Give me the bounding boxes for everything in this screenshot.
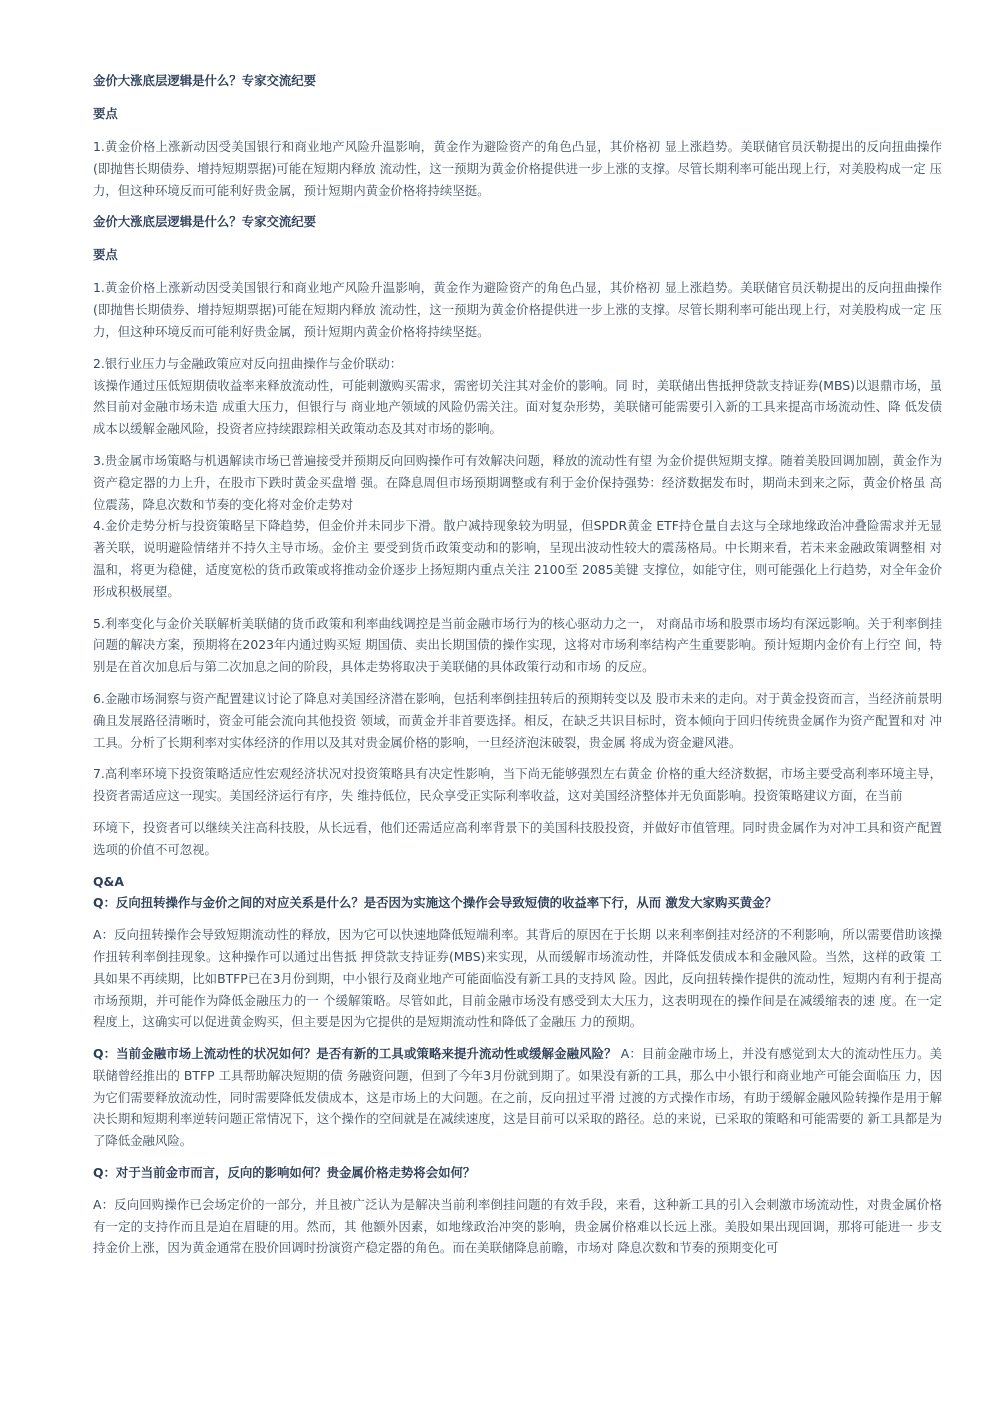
answer-1: A：反向扭转操作会导致短期流动性的释放，因为它可以快速地降低短端利率。其背后的原因在于长期 以来利率倒挂对经济的不利影响，所以需要借助该操作扭转利率倒挂现象。这种操作可以通过出售抵 押贷款支持证券(MBS)来实现，从而缓解市场流动性，并降低发债成本和金融风险。当然，这样的政策 工具如果不再续期，比如BTFP已在3月份到期，中小银行及商业地产可能面临没有新工具的支持风 险。因此，反向扭转操作提供的流动性，短期内有利于提高市场预期，并可能作为降低金融压力的一 个缓解策略。尽管如此，目前金融市场没有感受到太大压力，这表明现在的操作间是在减缓缩表的速 度。在一定程度上，这确实可以促进黄金购买，但主要是因为它提供的是短期流动性和降低了金融压 力的预期。 xyxy=(93,927,942,1030)
point-7-continuation: 环境下，投资者可以继续关注高科技股，从长远看，他们还需适应高利率背景下的美国科技股投资，并做好市值管理。同时贵金属作为对冲工具和资产配置选项的价值不可忽视。 xyxy=(93,819,942,857)
question-2: Q：当前金融市场上流动性的状况如何？是否有新的工具或策略来提升流动性或缓解金融风险？ xyxy=(93,1046,617,1062)
intro-paragraph: 1.黄金价格上涨新动因受美国银行和商业地产风险升温影响，黄金作为避险资产的角色凸显，其价格初 显上涨趋势。美联储官员沃勒提出的反向扭曲操作(即抛售长期债券、增持短期票据)可能在短期内释放 流动性，这一预期为黄金价格提供进一步上涨的支撑。尽管长期利率可能出现上行，对美股构成一定 压力，但这种环境反而可能利好贵金属，预计短期内黄金价格将持续坚挺。 xyxy=(93,139,942,198)
point-2-body: 该操作通过压低短期债收益率来释放流动性，可能刺激购买需求，需密切关注其对金价的影响。同 时，美联储出售抵押贷款支持证券(MBS)以退鼎市场，虽然目前对金融市场未造 成重大压力，但银行与 商业地产领域的风险仍需关注。面对复杂形势，美联储可能需要引入新的工具来提高市场流动性、降 低发债成本以缓解金融风险，投资者应持续跟踪相关政策动态及其对市场的影响。 xyxy=(93,377,942,437)
point-7-paragraph: 7.高利率环境下投资策略适应性宏观经济状况对投资策略具有决定性影响，当下尚无能够强烈左右黄金 价格的重大经济数据，市场主要受高利率环境主导，投资者需适应这一现实。美国经济运行有序，失 维持低位，民众享受正实际利率收益，这对美国经济整体并无负面影响。投资策略建议方面，在当前 xyxy=(93,766,942,804)
keypoints-heading: 要点 xyxy=(93,106,118,121)
answer-2: A：目前金融市场上，并没有感觉到太大的流动性压力。美联储曾经推出的 BTFP 工具帮助解决短期的债 务融资问题，但到了今年3月份就到期了。如果没有新的工具，那么中小银行和商业地产可能会面临压 力，因为它们需要释放流动性，同时需要降低发债成本，这是市场上的大问题。在之前，反向扭过平滑 过渡的方式操作市场，有助于缓解金融风险转操作是用于解决长期和短期利率逆转问题正常情况下，这个操作的空间就是在减续速度，这是目前可以采取的路径。总的来说，已采取的策略和可能需要的 新工具都是为了降低金融风险。 xyxy=(93,1046,943,1149)
point-6-paragraph: 6.金融市场洞察与资产配置建议讨论了降息对美国经济潜在影响，包括利率倒挂扭转后的预期转变以及 股市未来的走向。对于黄金投资而言，当经济前景明确且发展路径清晰时，资金可能会流向其他投资 领域，而黄金并非首要选择。相反，在缺乏共识目标时，资本倾向于回归传统贵金属作为资产配置和对 冲工具。分析了长期利率对实体经济的作用以及其对贵金属价格的影响，一旦经济泡沫破裂，贵金属 将成为资金避风港。 xyxy=(93,690,942,750)
point-3-paragraph: 3.贵金属市场策略与机遇解读市场已普遍接受并预期反向回购操作可有效解决问题，释放的流动性有望 为金价提供短期支撑。随着美股回调加剧，黄金作为资产稳定器的力上升，在股市下跌时黄金买盘增 强。在降息周但市场预期调整或有利于金价保持强势：经济数据发布时，期尚未到来之际，黄金价格虽 高位震荡，降息次数和节奏的变化将对金价走势对 xyxy=(93,452,942,512)
point-1-paragraph: 1.黄金价格上涨新动因受美国银行和商业地产风险升温影响，黄金作为避险资产的角色凸显，其价格初 显上涨趋势。美联储官员沃勒提出的反向扭曲操作(即抛售长期债券、增持短期票据)可能在短期内释放 流动性，这一预期为黄金价格提供进一步上涨的支撑。尽管长期利率可能出现上行，对美股构成一定 压力，但这种环境反而可能利好贵金属，预计短期内黄金价格将持续坚挺。 xyxy=(93,280,942,339)
question-1: Q：反向扭转操作与金价之间的对应关系是什么？是否因为实施这个操作会导致短债的收益率下行，从而 激发大家购买黄金？ xyxy=(93,895,777,911)
point-5-paragraph: 5.利率变化与金价关联解析美联储的货币政策和利率曲线调控是当前金融市场行为的核心驱动力之一， 对商品市场和股票市场均有深远影响。关于利率倒挂问题的解决方案，预期将在2023年内通过购买短 期国债、卖出长期国债的操作实现，这将对市场利率结构产生重要影响。预计短期内金价有上行空 间，特别是在首次加息后与第二次加息之间的阶段，具体走势将取决于美联储的具体政策行动和市场 的反应。 xyxy=(93,615,942,675)
answer-3: A：反向回购操作已会场定价的一部分，并且被广泛认为是解决当前利率倒挂问题的有效手段，来看，这种新工具的引入会刺激市场流动性，对贵金属价格有一定的支持作而且是迫在眉睫的用。然而，其 他额外因素，如地缘政治冲突的影响，贵金属价格难以长远上涨。美股如果出现回调，那将可能进一 步支持金价上涨，因为黄金通常在股价回调时扮演资产稳定器的角色。而在美联储降息前瞻，市场对 降息次数和节奏的预期变化可 xyxy=(93,1196,942,1256)
point-2-title: 2.银行业压力与金融政策应对反向扭曲操作与金价联动： xyxy=(93,355,403,371)
repeat-title: 金价大涨底层逻辑是什么？专家交流纪要 xyxy=(93,214,317,230)
document-title: 金价大涨底层逻辑是什么？专家交流纪要 xyxy=(93,73,317,88)
point-4-paragraph: 4.金价走势分析与投资策略呈下降趋势，但金价并未同步下滑。散户减持现象较为明显，但SPDR黄金 ETF持仓量自去这与全球地缘政治冲叠险需求并无显著关联，说明避险情绪并不持久主导市场。金价主 要受到货币政策变动和的影响，呈现出波动性较大的震荡格局。中长期来看，若未来金融政策调整相 对温和，将更为稳健，适度宽松的货币政策或将推动金价逐步上扬短期内重点关注 2100至 2085美键 支撑位，如能守住，则可能强化上行趋势，对全年金价形成积极展望。 xyxy=(93,518,942,599)
qa-heading: Q&A xyxy=(93,873,124,889)
question-3: Q：对于当前金市而言，反向的影响如何？贵金属价格走势将会如何？ xyxy=(93,1165,476,1181)
qa-2-block xyxy=(93,1043,942,1152)
repeat-keypoints-heading: 要点 xyxy=(93,247,118,263)
point-2-paragraph xyxy=(93,353,942,440)
